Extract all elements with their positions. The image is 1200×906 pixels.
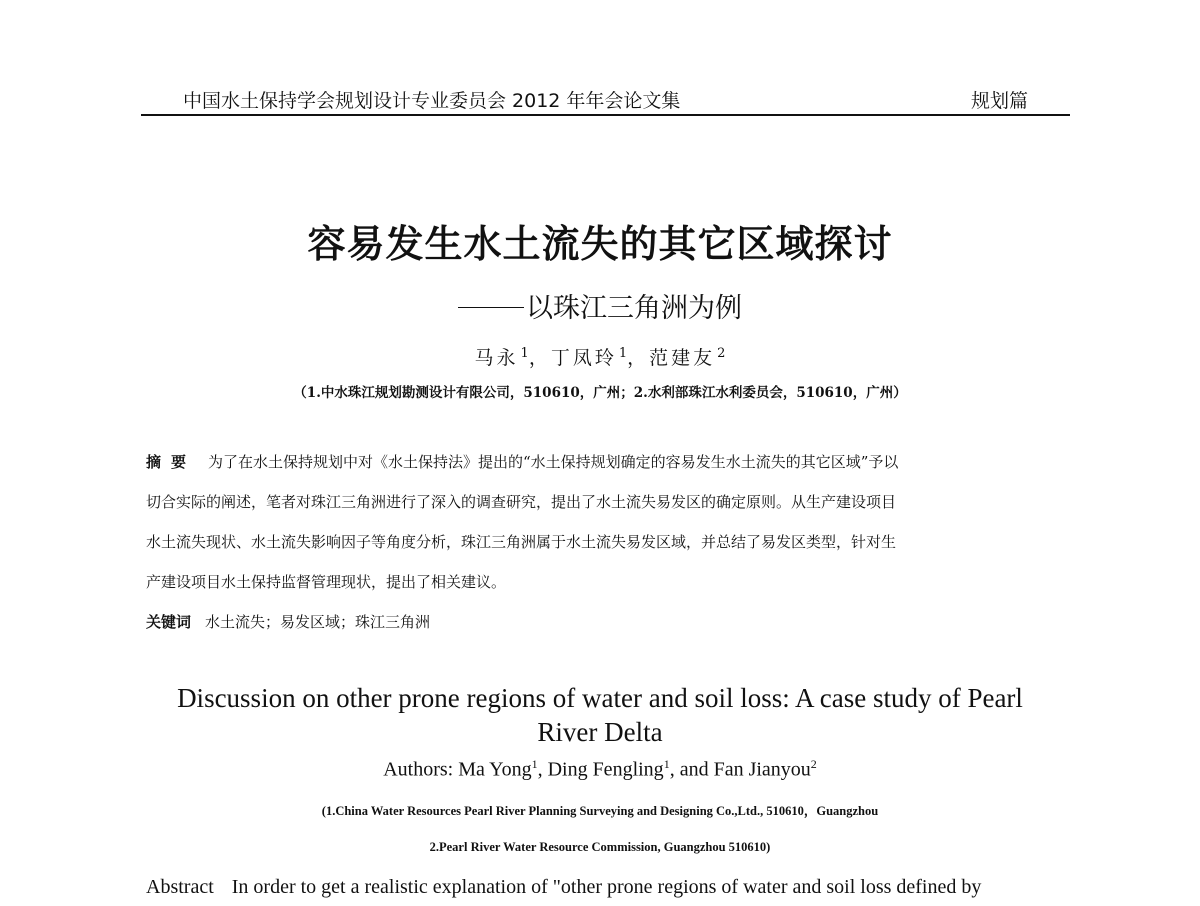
author-affiliation-mark: 1 <box>618 345 628 361</box>
english-abstract-label: Abstract <box>146 876 214 898</box>
author-separator: ， <box>627 347 650 369</box>
abstract-text: 为了在水土保持规划中对《水土保持法》提出的“水土保持规划确定的容易发生水土流失的其它区域”予以 <box>208 453 899 471</box>
english-title <box>0 681 1200 749</box>
english-authors <box>0 757 1200 782</box>
english-affiliation-line: 2.Pearl River Water Resource Commission, Guangzhou 510610) <box>429 840 771 854</box>
keywords-label: 关键词 <box>146 613 192 631</box>
keywords-text: 水土流失；易发区域；珠江三角洲 <box>205 613 431 631</box>
abstract-line: 水土流失现状、水土流失影响因子等角度分析，珠江三角洲属于水土流失易发区域，并总结了易发区类型，针对生 <box>146 533 897 551</box>
english-title-line: Discussion on other prone regions of water and soil loss: A case study of Pearl <box>177 683 1023 713</box>
abstract-line <box>146 442 1072 482</box>
chinese-title: 容易发生水土流失的其它区域探讨 <box>307 222 893 266</box>
running-header <box>141 84 1070 116</box>
english-author-text: Authors: Ma Yong <box>383 758 532 781</box>
chinese-affiliations: （1.中水珠江规划勘测设计有限公司，510610，广州；2.水利部珠江水利委员会，510610，广州） <box>293 385 907 401</box>
english-author-text: , Ding Fengling <box>537 758 664 781</box>
english-abstract-text: In order to get a realistic explanation of "other prone regions of water and soil loss defined by <box>231 876 982 898</box>
english-author-text: , and Fan Jianyou <box>669 758 811 781</box>
author-name: 马永 <box>474 347 519 369</box>
abstract-line: 切合实际的阐述，笔者对珠江三角洲进行了深入的调查研究，提出了水土流失易发区的确定原则。从生产建设项目 <box>146 493 897 511</box>
abstract-label: 摘要 <box>146 453 197 471</box>
chinese-subtitle <box>0 286 1200 325</box>
chinese-abstract <box>146 442 1072 642</box>
author-separator: ， <box>528 347 551 369</box>
chinese-subtitle-text: 以珠江三角洲为例 <box>526 293 742 324</box>
proceedings-title: 中国水土保持学会规划设计专业委员会 2012 年年会论文集 <box>183 90 681 112</box>
author-affiliation-mark: 2 <box>717 345 726 361</box>
author-affiliation-mark: 1 <box>531 757 538 771</box>
author-affiliation-mark: 2 <box>810 757 817 771</box>
abstract-line: 产建设项目水土保持监督管理现状，提出了相关建议。 <box>146 573 507 591</box>
subtitle-dash <box>458 307 524 308</box>
section-name: 规划篇 <box>970 90 1028 112</box>
author-affiliation-mark: 1 <box>663 757 670 771</box>
author-name: 范建友 <box>649 347 716 369</box>
keywords-line <box>146 602 1072 642</box>
chinese-authors <box>0 343 1200 370</box>
english-affiliation-line: (1.China Water Resources Pearl River Planning Surveying and Designing Co.,Ltd., 510610，Guangzhou <box>321 804 879 818</box>
author-affiliation-mark: 1 <box>520 345 529 361</box>
author-name: 丁凤玲 <box>550 347 617 369</box>
english-title-line: River Delta <box>537 717 663 747</box>
english-abstract <box>146 876 1072 899</box>
